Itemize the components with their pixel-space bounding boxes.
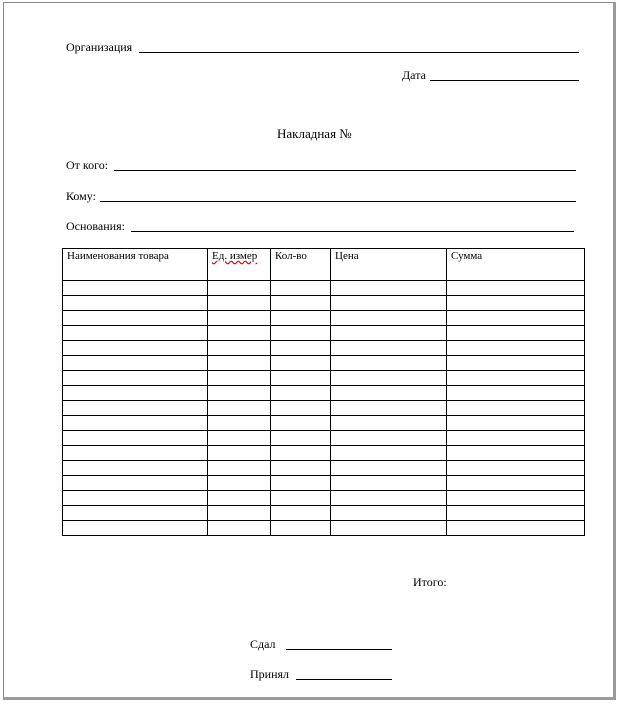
table-row	[63, 326, 585, 341]
table-cell[interactable]	[63, 506, 208, 521]
table-cell[interactable]	[271, 416, 331, 431]
table-cell[interactable]	[331, 341, 447, 356]
table-cell[interactable]	[63, 341, 208, 356]
table-cell[interactable]	[271, 356, 331, 371]
column-header-quantity: Кол-во	[271, 249, 331, 281]
table-row	[63, 446, 585, 461]
table-row	[63, 506, 585, 521]
table-cell[interactable]	[63, 446, 208, 461]
table-cell[interactable]	[447, 341, 585, 356]
table-cell[interactable]	[63, 296, 208, 311]
table-cell[interactable]	[331, 521, 447, 536]
table-cell[interactable]	[271, 446, 331, 461]
table-cell[interactable]	[208, 386, 271, 401]
table-cell[interactable]	[271, 311, 331, 326]
date-label: Дата	[402, 68, 426, 82]
table-cell[interactable]	[331, 326, 447, 341]
total-label: Итого:	[413, 575, 447, 589]
table-cell[interactable]	[447, 281, 585, 296]
table-header-row	[63, 249, 585, 281]
table-cell[interactable]	[447, 506, 585, 521]
table-cell[interactable]	[331, 311, 447, 326]
table-row	[63, 311, 585, 326]
table-row	[63, 386, 585, 401]
table-cell[interactable]	[63, 476, 208, 491]
to-label: Кому:	[66, 189, 96, 203]
table-cell[interactable]	[208, 401, 271, 416]
table-cell[interactable]	[331, 371, 447, 386]
table-cell[interactable]	[271, 341, 331, 356]
table-cell[interactable]	[208, 476, 271, 491]
table-row	[63, 461, 585, 476]
table-row	[63, 416, 585, 431]
organization-field[interactable]	[139, 52, 579, 53]
table-cell[interactable]	[447, 296, 585, 311]
table-row	[63, 296, 585, 311]
column-header-unit: Ед. измер	[208, 249, 271, 281]
table-cell[interactable]	[331, 431, 447, 446]
received-signature-field[interactable]	[296, 679, 392, 680]
table-cell[interactable]	[63, 311, 208, 326]
from-field[interactable]	[114, 170, 576, 171]
table-cell[interactable]	[331, 506, 447, 521]
to-field[interactable]	[100, 201, 576, 202]
table-cell[interactable]	[331, 416, 447, 431]
table-cell[interactable]	[271, 521, 331, 536]
date-field[interactable]	[430, 80, 579, 81]
table-cell[interactable]	[63, 326, 208, 341]
table-cell[interactable]	[63, 281, 208, 296]
table-cell[interactable]	[331, 461, 447, 476]
table-cell[interactable]	[208, 491, 271, 506]
table-cell[interactable]	[331, 491, 447, 506]
table-row	[63, 356, 585, 371]
table-cell[interactable]	[271, 386, 331, 401]
table-cell[interactable]	[331, 401, 447, 416]
received-label: Принял	[250, 667, 290, 681]
table-row	[63, 476, 585, 491]
basis-field[interactable]	[131, 231, 574, 232]
table-cell[interactable]	[208, 416, 271, 431]
table-cell[interactable]	[271, 281, 331, 296]
table-cell[interactable]	[271, 401, 331, 416]
table-cell[interactable]	[447, 416, 585, 431]
invoice-page	[3, 2, 616, 700]
organization-label: Организация	[66, 40, 133, 54]
table-cell[interactable]	[271, 461, 331, 476]
handed-signature-field[interactable]	[286, 649, 392, 650]
table-cell[interactable]	[63, 386, 208, 401]
table-cell[interactable]	[63, 356, 208, 371]
table-cell[interactable]	[447, 461, 585, 476]
table-cell[interactable]	[63, 521, 208, 536]
table-cell[interactable]	[208, 371, 271, 386]
column-header-price: Цена	[331, 249, 447, 281]
handed-label: Сдал	[250, 637, 276, 651]
document-title: Накладная №	[277, 126, 352, 141]
table-cell[interactable]	[208, 461, 271, 476]
table-cell[interactable]	[208, 521, 271, 536]
table-cell[interactable]	[208, 506, 271, 521]
table-row	[63, 281, 585, 296]
table-cell[interactable]	[271, 506, 331, 521]
table-cell[interactable]	[447, 371, 585, 386]
table-cell[interactable]	[208, 446, 271, 461]
table-cell[interactable]	[63, 431, 208, 446]
table-cell[interactable]	[447, 386, 585, 401]
table-cell[interactable]	[208, 341, 271, 356]
table-cell[interactable]	[271, 491, 331, 506]
table-cell[interactable]	[331, 446, 447, 461]
table-cell[interactable]	[447, 446, 585, 461]
table-cell[interactable]	[331, 476, 447, 491]
table-row	[63, 491, 585, 506]
table-cell[interactable]	[331, 296, 447, 311]
table-row	[63, 341, 585, 356]
column-header-product: Наименования товара	[63, 249, 208, 281]
table-cell[interactable]	[208, 311, 271, 326]
table-cell[interactable]	[208, 356, 271, 371]
table-row	[63, 521, 585, 536]
table-cell[interactable]	[271, 371, 331, 386]
table-cell[interactable]	[447, 401, 585, 416]
table-cell[interactable]	[447, 431, 585, 446]
table-cell[interactable]	[447, 491, 585, 506]
table-cell[interactable]	[271, 476, 331, 491]
table-cell[interactable]	[63, 371, 208, 386]
table-cell[interactable]	[331, 356, 447, 371]
column-header-sum: Сумма	[447, 249, 585, 281]
table-cell[interactable]	[63, 401, 208, 416]
table-cell[interactable]	[447, 476, 585, 491]
basis-label: Основания:	[66, 219, 125, 233]
table-cell[interactable]	[271, 326, 331, 341]
table-cell[interactable]	[208, 431, 271, 446]
table-cell[interactable]	[208, 296, 271, 311]
table-cell[interactable]	[63, 491, 208, 506]
table-cell[interactable]	[63, 416, 208, 431]
table-cell[interactable]	[447, 521, 585, 536]
table-row	[63, 401, 585, 416]
table-cell[interactable]	[447, 356, 585, 371]
from-label: От кого:	[66, 158, 109, 172]
table-cell[interactable]	[447, 311, 585, 326]
table-cell[interactable]	[447, 326, 585, 341]
goods-table	[62, 248, 585, 536]
table-cell[interactable]	[271, 431, 331, 446]
table-row	[63, 431, 585, 446]
table-cell[interactable]	[63, 461, 208, 476]
table-cell[interactable]	[271, 296, 331, 311]
table-cell[interactable]	[331, 281, 447, 296]
table-cell[interactable]	[331, 386, 447, 401]
table-row	[63, 371, 585, 386]
table-cell[interactable]	[208, 326, 271, 341]
table-cell[interactable]	[208, 281, 271, 296]
